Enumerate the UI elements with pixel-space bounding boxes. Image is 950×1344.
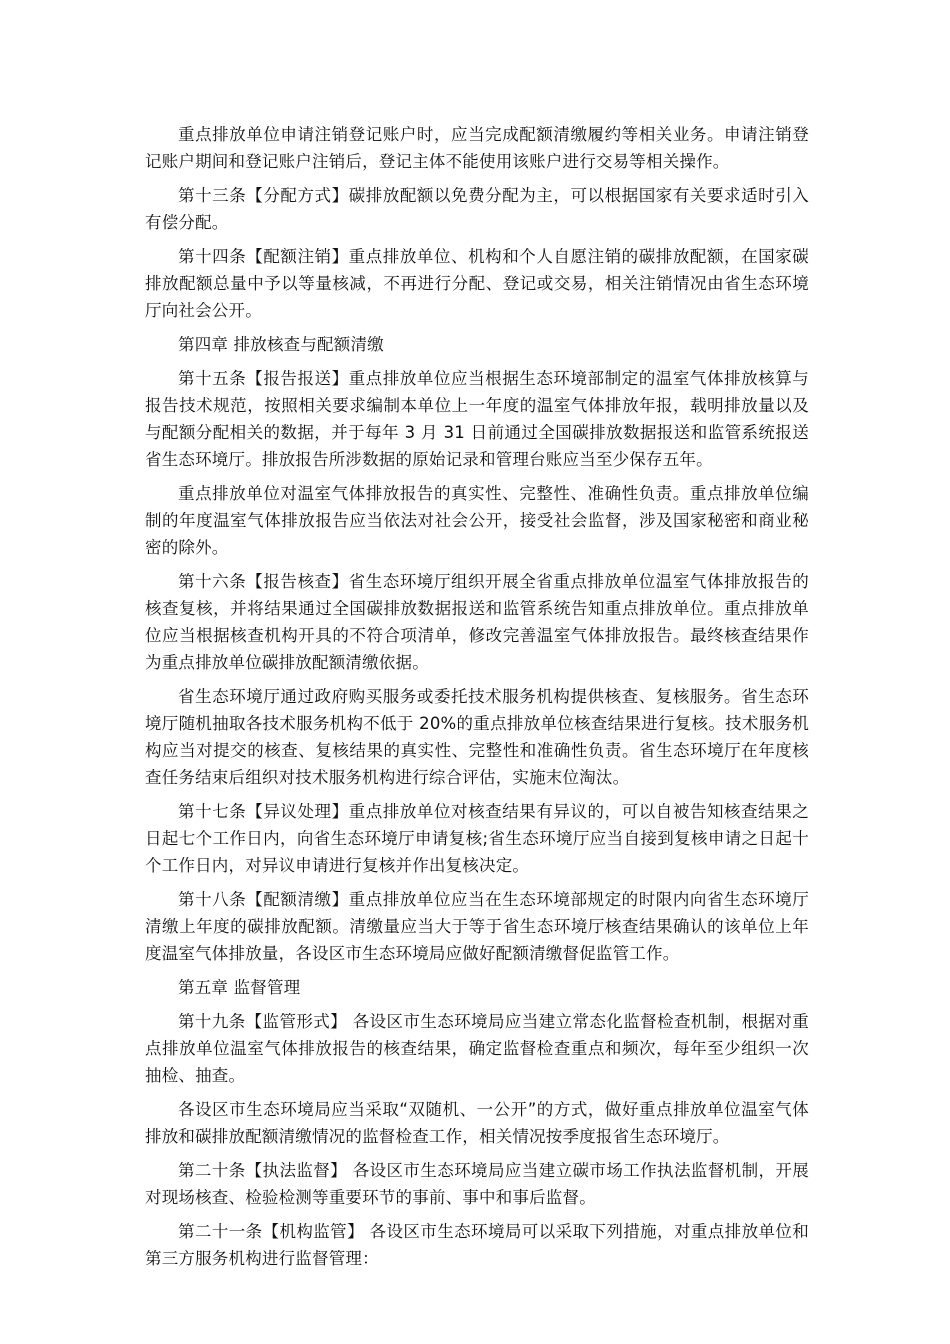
paragraph-article-20: 第二十条【执法监督】 各设区市生态环境局应当建立碳市场工作执法监督机制，开展对现场核查、检验检测等重要环节的事前、事中和事后监督。 (145, 1161, 809, 1207)
paragraph-report-responsibility: 重点排放单位对温室气体排放报告的真实性、完整性、准确性负责。重点排放单位编制的年度温室气体排放报告应当依法对社会公开，接受社会监督，涉及国家秘密和商业秘密的除外。 (145, 484, 809, 557)
paragraph-article-14: 第十四条【配额注销】重点排放单位、机构和个人自愿注销的碳排放配额，在国家碳排放配额总量中予以等量核减，不再进行分配、登记或交易，相关注销情况由省生态环境厅向社会公开。 (145, 247, 809, 320)
chapter-4-heading: 第四章 排放核查与配额清缴 (178, 335, 384, 354)
document-body (145, 121, 809, 1279)
paragraph-account-cancellation: 重点排放单位申请注销登记账户时，应当完成配额清缴履约等相关业务。申请注销登记账户期间和登记账户注销后，登记主体不能使用该账户进行交易等相关操作。 (145, 125, 809, 171)
paragraph-article-19: 第十九条【监管形式】 各设区市生态环境局应当建立常态化监督检查机制，根据对重点排放单位温室气体排放报告的核查结果，确定监督检查重点和频次，每年至少组织一次抽检、抽查。 (145, 1012, 809, 1085)
chapter-5-heading: 第五章 监督管理 (178, 978, 301, 997)
paragraph-article-21: 第二十一条【机构监管】 各设区市生态环境局可以采取下列措施，对重点排放单位和第三方服务机构进行监督管理： (145, 1222, 809, 1268)
paragraph-technical-service: 省生态环境厅通过政府购买服务或委托技术服务机构提供核查、复核服务。省生态环境厅随机抽取各技术服务机构不低于 20%的重点排放单位核查结果进行复核。技术服务机构应当对提交的核查、复核结果的真实性、完整性和准确性负责。省生态环境厅在年度核查任务结束后组织对技术服务机构进行综合评估，实施末位淘汰。 (145, 687, 809, 787)
paragraph-article-15: 第十五条【报告报送】重点排放单位应当根据生态环境部制定的温室气体排放核算与报告技术规范，按照相关要求编制本单位上一年度的温室气体排放年报，载明排放量以及与配额分配相关的数据，并于每年 3 月 31 日前通过全国碳排放数据报送和监管系统报送省生态环境厅。排放报告所涉数据的原始记录和管理台账应当至少保存五年。 (145, 369, 809, 469)
paragraph-article-17: 第十七条【异议处理】重点排放单位对核查结果有异议的，可以自被告知核查结果之日起七个工作日内，向省生态环境厅申请复核;省生态环境厅应当自接到复核申请之日起十个工作日内，对异议申请进行复核并作出复核决定。 (145, 802, 809, 875)
paragraph-article-18: 第十八条【配额清缴】重点排放单位应当在生态环境部规定的时限内向省生态环境厅清缴上年度的碳排放配额。清缴量应当大于等于省生态环境厅核查结果确认的该单位上年度温室气体排放量，各设区市生态环境局应做好配额清缴督促监管工作。 (145, 890, 809, 963)
paragraph-double-random: 各设区市生态环境局应当采取“双随机、一公开”的方式，做好重点排放单位温室气体排放和碳排放配额清缴情况的监督检查工作，相关情况按季度报省生态环境厅。 (145, 1100, 809, 1146)
paragraph-article-16: 第十六条【报告核查】省生态环境厅组织开展全省重点排放单位温室气体排放报告的核查复核，并将结果通过全国碳排放数据报送和监管系统告知重点排放单位。重点排放单位应当根据核查机构开具的不符合项清单，修改完善温室气体排放报告。最终核查结果作为重点排放单位碳排放配额清缴依据。 (145, 572, 809, 672)
paragraph-article-13: 第十三条【分配方式】碳排放配额以免费分配为主，可以根据国家有关要求适时引入有偿分配。 (145, 186, 809, 232)
